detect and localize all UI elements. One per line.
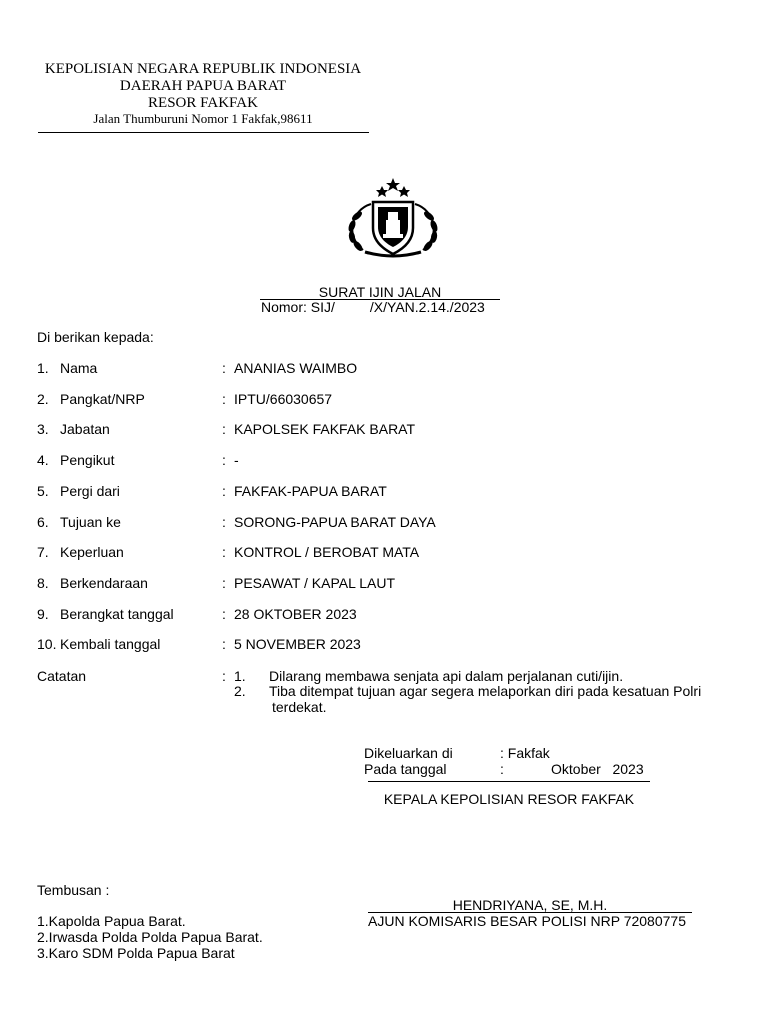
field-label: Nama	[60, 360, 98, 376]
field-value: 5 NOVEMBER 2023	[234, 636, 361, 652]
field-row	[0, 514, 768, 530]
field-label: Jabatan	[60, 421, 110, 437]
issued-place-value: : Fakfak	[500, 745, 550, 761]
field-number: 1.	[37, 360, 49, 376]
field-colon: :	[222, 606, 226, 622]
field-number: 7.	[37, 544, 49, 560]
issued-divider	[368, 781, 650, 782]
field-value: FAKFAK-PAPUA BARAT	[234, 483, 387, 499]
field-label: Tujuan ke	[60, 514, 121, 530]
field-label: Kembali tanggal	[60, 636, 161, 652]
signatory-name: HENDRIYANA, SE, M.H.	[452, 897, 608, 913]
issuing-office: KEPALA KEPOLISIAN RESOR FAKFAK	[383, 791, 635, 807]
field-colon: :	[222, 636, 226, 652]
catatan-item-text: Dilarang membawa senjata api dalam perjalanan cuti/ijin.	[269, 668, 624, 684]
field-number: 3.	[37, 421, 49, 437]
catatan-colon: :	[222, 668, 226, 684]
field-number: 8.	[37, 575, 49, 591]
signatory-rank: AJUN KOMISARIS BESAR POLISI NRP 72080775	[368, 913, 686, 929]
field-row	[0, 483, 768, 499]
field-number: 6.	[37, 514, 49, 530]
field-row	[0, 606, 768, 622]
field-value: ANANIAS WAIMBO	[234, 360, 358, 376]
field-colon: :	[222, 421, 226, 437]
agency-name: KEPOLISIAN NEGARA REPUBLIK INDONESIA	[44, 61, 362, 77]
intro-text: Di berikan kepada:	[37, 329, 154, 345]
catatan-item-number: 1.	[234, 668, 246, 684]
field-label: Berangkat tanggal	[60, 606, 174, 622]
tembusan-item: 2.Irwasda Polda Polda Papua Barat.	[37, 929, 263, 945]
field-row	[0, 452, 768, 468]
field-row	[0, 391, 768, 407]
field-value: PESAWAT / KAPAL LAUT	[234, 575, 396, 591]
field-label: Pangkat/NRP	[60, 391, 145, 407]
field-value: KAPOLSEK FAKFAK BARAT	[234, 421, 416, 437]
catatan-item-number: 2.	[234, 683, 246, 699]
field-row	[0, 544, 768, 560]
catatan-item-continuation: terdekat.	[272, 699, 327, 715]
field-row	[0, 636, 768, 652]
field-number: 2.	[37, 391, 49, 407]
field-label: Berkendaraan	[60, 575, 148, 591]
document-number: Nomor: SIJ/ /X/YAN.2.14./2023	[261, 299, 485, 315]
field-colon: :	[222, 483, 226, 499]
field-number: 10.	[37, 636, 57, 652]
tembusan-item: 3.Karo SDM Polda Papua Barat	[37, 945, 235, 961]
police-emblem-icon	[343, 176, 443, 258]
agency-address: Jalan Thumburuni Nomor 1 Fakfak,98611	[93, 111, 313, 126]
field-number: 9.	[37, 606, 49, 622]
field-label: Pengikut	[60, 452, 115, 468]
issued-place-label: Dikeluarkan di	[364, 745, 453, 761]
field-value: IPTU/66030657	[234, 391, 333, 407]
issued-date-colon: :	[500, 761, 504, 777]
resort-name: RESOR FAKFAK	[148, 95, 258, 111]
issued-date-label: Pada tanggal	[364, 761, 447, 777]
field-row	[0, 421, 768, 437]
field-label: Keperluan	[60, 544, 124, 560]
tembusan-label: Tembusan :	[37, 882, 110, 898]
field-number: 5.	[37, 483, 49, 499]
field-value: SORONG-PAPUA BARAT DAYA	[234, 514, 436, 530]
document-title: SURAT IJIN JALAN	[318, 284, 442, 300]
field-value: -	[234, 452, 239, 468]
field-number: 4.	[37, 452, 49, 468]
tembusan-item: 1.Kapolda Papua Barat.	[37, 913, 186, 929]
field-label: Pergi dari	[60, 483, 120, 499]
field-colon: :	[222, 360, 226, 376]
field-colon: :	[222, 452, 226, 468]
region-name: DAERAH PAPUA BARAT	[119, 78, 287, 94]
field-row	[0, 575, 768, 591]
field-row	[0, 360, 768, 376]
issued-date-value: Oktober 2023	[551, 761, 644, 777]
field-colon: :	[222, 544, 226, 560]
field-value: 28 OKTOBER 2023	[234, 606, 357, 622]
field-colon: :	[222, 391, 226, 407]
field-colon: :	[222, 514, 226, 530]
letterhead-divider	[38, 132, 369, 133]
catatan-label: Catatan	[37, 668, 87, 684]
field-value: KONTROL / BEROBAT MATA	[234, 544, 420, 560]
catatan-item-text: Tiba ditempat tujuan agar segera melaporkan diri pada kesatuan Polri	[269, 683, 702, 699]
field-colon: :	[222, 575, 226, 591]
